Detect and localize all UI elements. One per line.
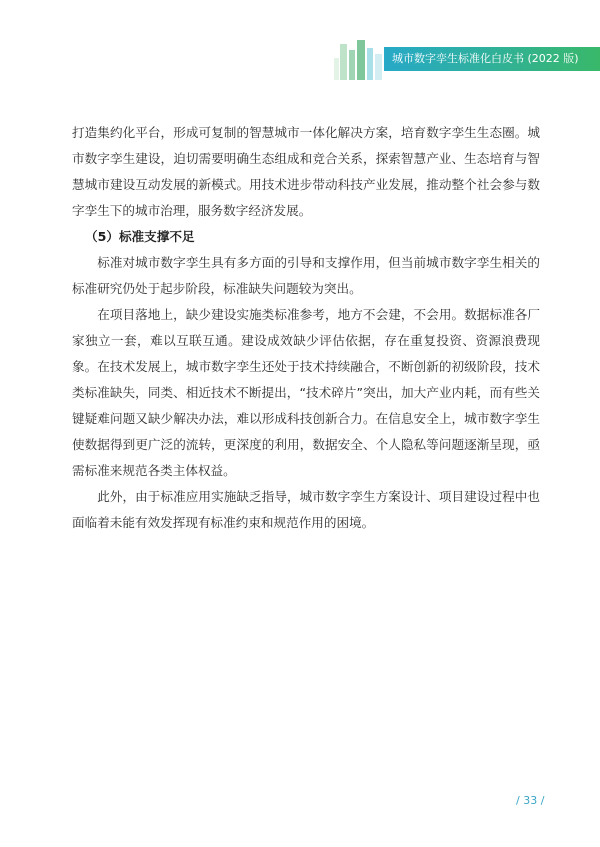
paragraph-3: 在项目落地上，缺少建设实施类标准参考，地方不会建，不会用。数据标准各厂家独立一套，难以互联互通。建设成效缺少评估依据，存在重复投资、资源浪费现象。在技术发展上，城市数字孪生还处于技术持续融合，不断创新的初级阶段，技术类标准缺失，同类、相近技术不断提出，“技术碎片”突出，加大产业内耗，而有些关键疑难问题又缺少解决办法，难以形成科技创新合力。在信息安全上，城市数字孪生使数据得到更广泛的流转，更深度的利用，数据安全、个人隐私等问题逐渐呈现，亟需标准来规范各类主体权益。	[72, 307, 540, 478]
page-number: / 33 /	[516, 794, 545, 807]
document-title: 城市数字孪生标准化白皮书 (2022 版)	[392, 52, 579, 65]
paragraph-1: 打造集约化平台，形成可复制的智慧城市一体化解决方案，培育数字孪生生态圈。城市数字孪生建设，迫切需要明确生态组成和竞合关系，探索智慧产业、生态培育与智慧城市建设互动发展的新模式。用技术进步带动科技产业发展，推动整个社会参与数字孪生下的城市治理，服务数字经济发展。	[72, 125, 540, 218]
paragraph-4: 此外，由于标准应用实施缺乏指导，城市数字孪生方案设计、项目建设过程中也面临着未能有效发挥现有标准约束和规范作用的困境。	[72, 489, 540, 530]
body-text	[72, 120, 540, 536]
page-header	[0, 0, 600, 80]
section-heading: （5）标准支撑不足	[85, 229, 195, 244]
paragraph-2: 标准对城市数字孪生具有多方面的引导和支撑作用，但当前城市数字孪生相关的标准研究仍处于起步阶段，标准缺失问题较为突出。	[72, 255, 540, 296]
